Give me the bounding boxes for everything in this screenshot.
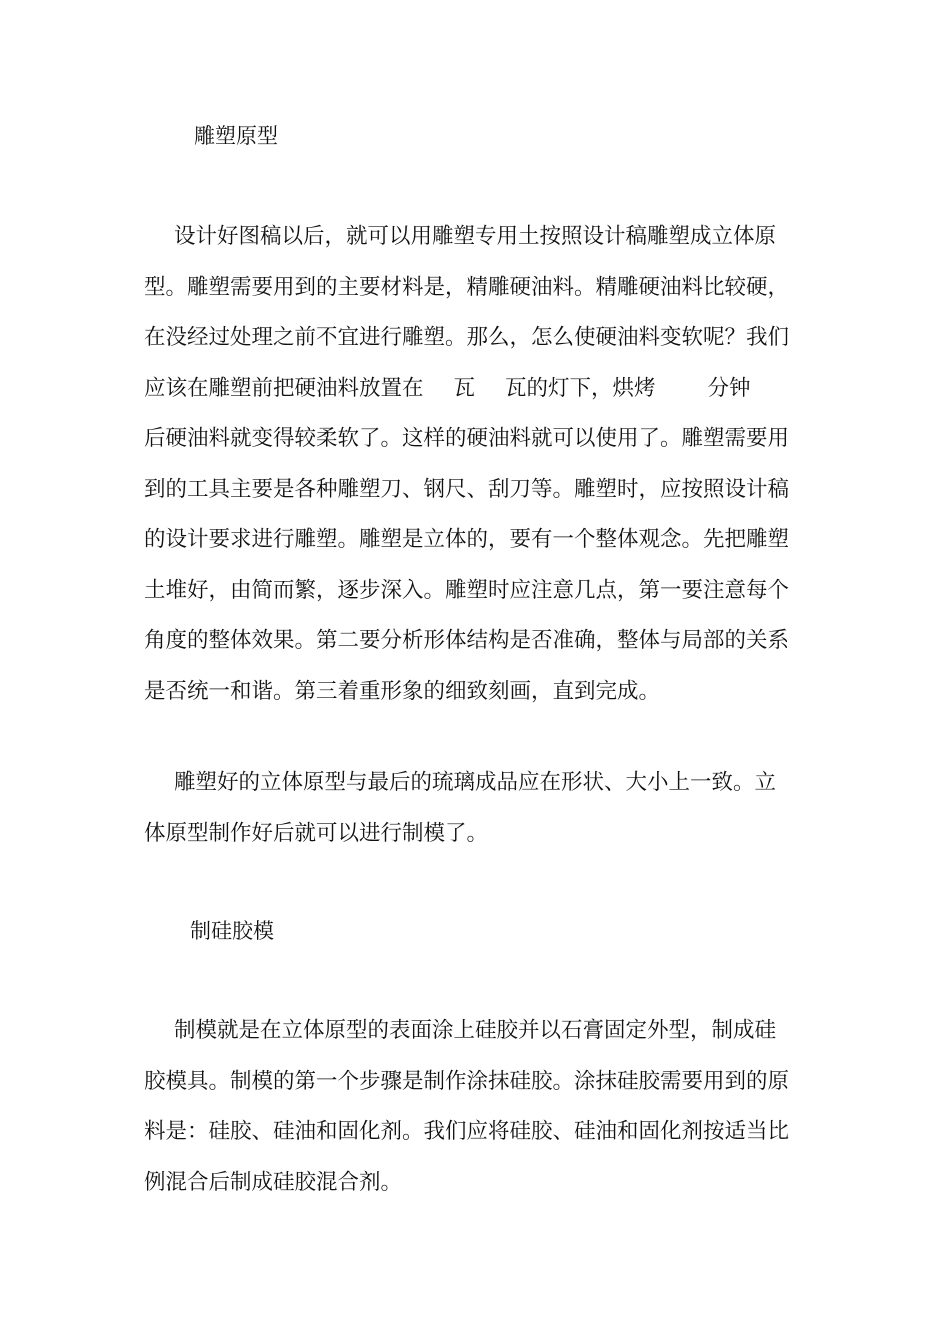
section-heading-sculpture-prototype: 雕塑原型 [194,124,278,148]
line-text-part: 瓦的灯下，烘烤 [505,375,656,401]
paragraph-line: 是否统一和谐。第三着重形象的细致刻画，直到完成。 [144,678,661,704]
paragraph-line: 到的工具主要是各种雕塑刀、钢尺、刮刀等。雕塑时，应按照设计稿 [144,476,790,502]
line-text-part: 应该在雕塑前把硬油料放置在 [144,375,424,401]
paragraph-line: 制模就是在立体原型的表面涂上硅胶并以石膏固定外型，制成硅 [174,1018,777,1043]
paragraph-mold-making [144,1006,808,1208]
paragraph-line: 在没经过处理之前不宜进行雕塑。那么，怎么使硬油料变软呢？我们 [144,325,790,350]
paragraph-line: 胶模具。制模的第一个步骤是制作涂抹硅胶。涂抹硅胶需要用到的原 [144,1068,790,1094]
line-text-part: 瓦 [453,375,476,401]
section-heading-silicone-mold: 制硅胶模 [190,919,274,943]
paragraph-line: 后硬油料就变得较柔软了。这样的硬油料就可以使用了。雕塑需要用 [144,426,790,451]
paragraph-line: 的设计要求进行雕塑。雕塑是立体的，要有一个整体观念。先把雕塑 [144,527,790,552]
paragraph-line: 型。雕塑需要用到的主要材料是，精雕硬油料。精雕硬油料比较硬， [144,274,790,300]
paragraph-line: 设计好图稿以后，就可以用雕塑专用土按照设计稿雕塑成立体原 [174,224,777,249]
paragraph-line: 角度的整体效果。第二要分析形体结构是否准确，整体与局部的关系 [144,628,790,653]
line-text-part: 分钟 [707,375,751,401]
paragraph-prototype-consistency [144,758,808,859]
paragraph-line-with-blanks [144,364,808,415]
paragraph-sculpture-process [144,212,808,717]
paragraph-line: 雕塑好的立体原型与最后的琉璃成品应在形状、大小上一致。立 [174,770,777,795]
paragraph-line: 土堆好，由简而繁，逐步深入。雕塑时应注意几点，第一要注意每个 [144,577,790,603]
paragraph-line: 料是：硅胶、硅油和固化剂。我们应将硅胶、硅油和固化剂按适当比 [144,1119,790,1144]
paragraph-line: 例混合后制成硅胶混合剂。 [144,1169,403,1195]
paragraph-line: 体原型制作好后就可以进行制模了。 [144,820,489,846]
